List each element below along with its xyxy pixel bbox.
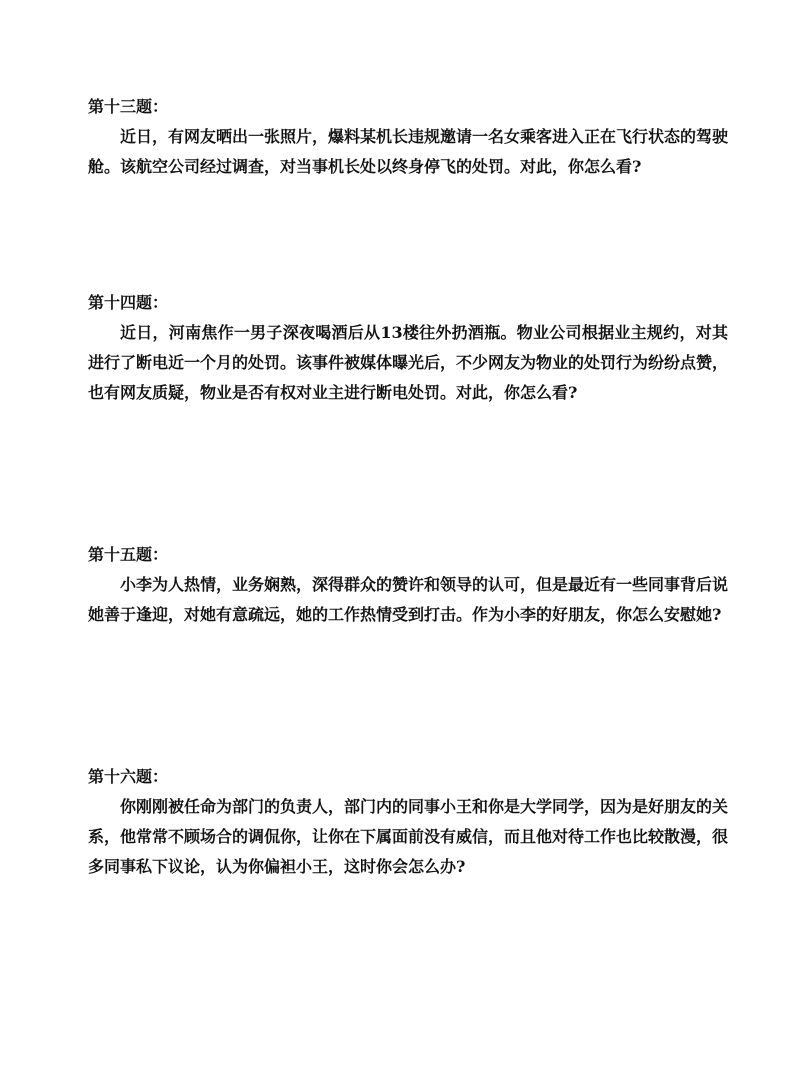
question-15 bbox=[88, 540, 728, 630]
question-16-title: 第十六题： bbox=[88, 767, 169, 786]
question-15-body: 小李为人热情，业务娴熟，深得群众的赞许和领导的认可，但是最近有一些同事背后说她善于逢迎，对她有意疏远，她的工作热情受到打击。作为小李的好朋友，你怎么安慰她? bbox=[88, 575, 729, 624]
question-13 bbox=[88, 92, 728, 182]
question-14 bbox=[88, 288, 728, 408]
question-16-body: 你刚刚被任命为部门的负责人，部门内的同事小王和你是大学同学，因为是好朋友的关系，他常常不顾场合的调侃你，让你在下属面前没有威信，而且他对待工作也比较散漫，很多同事私下议论，认为你偏袒小王，这时你会怎么办? bbox=[88, 797, 729, 876]
question-15-title: 第十五题： bbox=[88, 545, 169, 564]
question-14-title: 第十四题： bbox=[88, 293, 169, 312]
question-13-body: 近日，有网友晒出一张照片，爆料某机长违规邀请一名女乘客进入正在飞行状态的驾驶舱。该航空公司经过调查，对当事机长处以终身停飞的处罚。对此，你怎么看? bbox=[88, 127, 729, 176]
question-13-title: 第十三题： bbox=[88, 97, 169, 116]
question-14-body: 近日，河南焦作一男子深夜喝酒后从13楼往外扔酒瓶。物业公司根据业主规约，对其进行了断电近一个月的处罚。该事件被媒体曝光后，不少网友为物业的处罚行为纷纷点赞，也有网友质疑，物业是否有权对业主进行断电处罚。对此，你怎么看? bbox=[88, 323, 729, 402]
question-16 bbox=[88, 762, 728, 882]
